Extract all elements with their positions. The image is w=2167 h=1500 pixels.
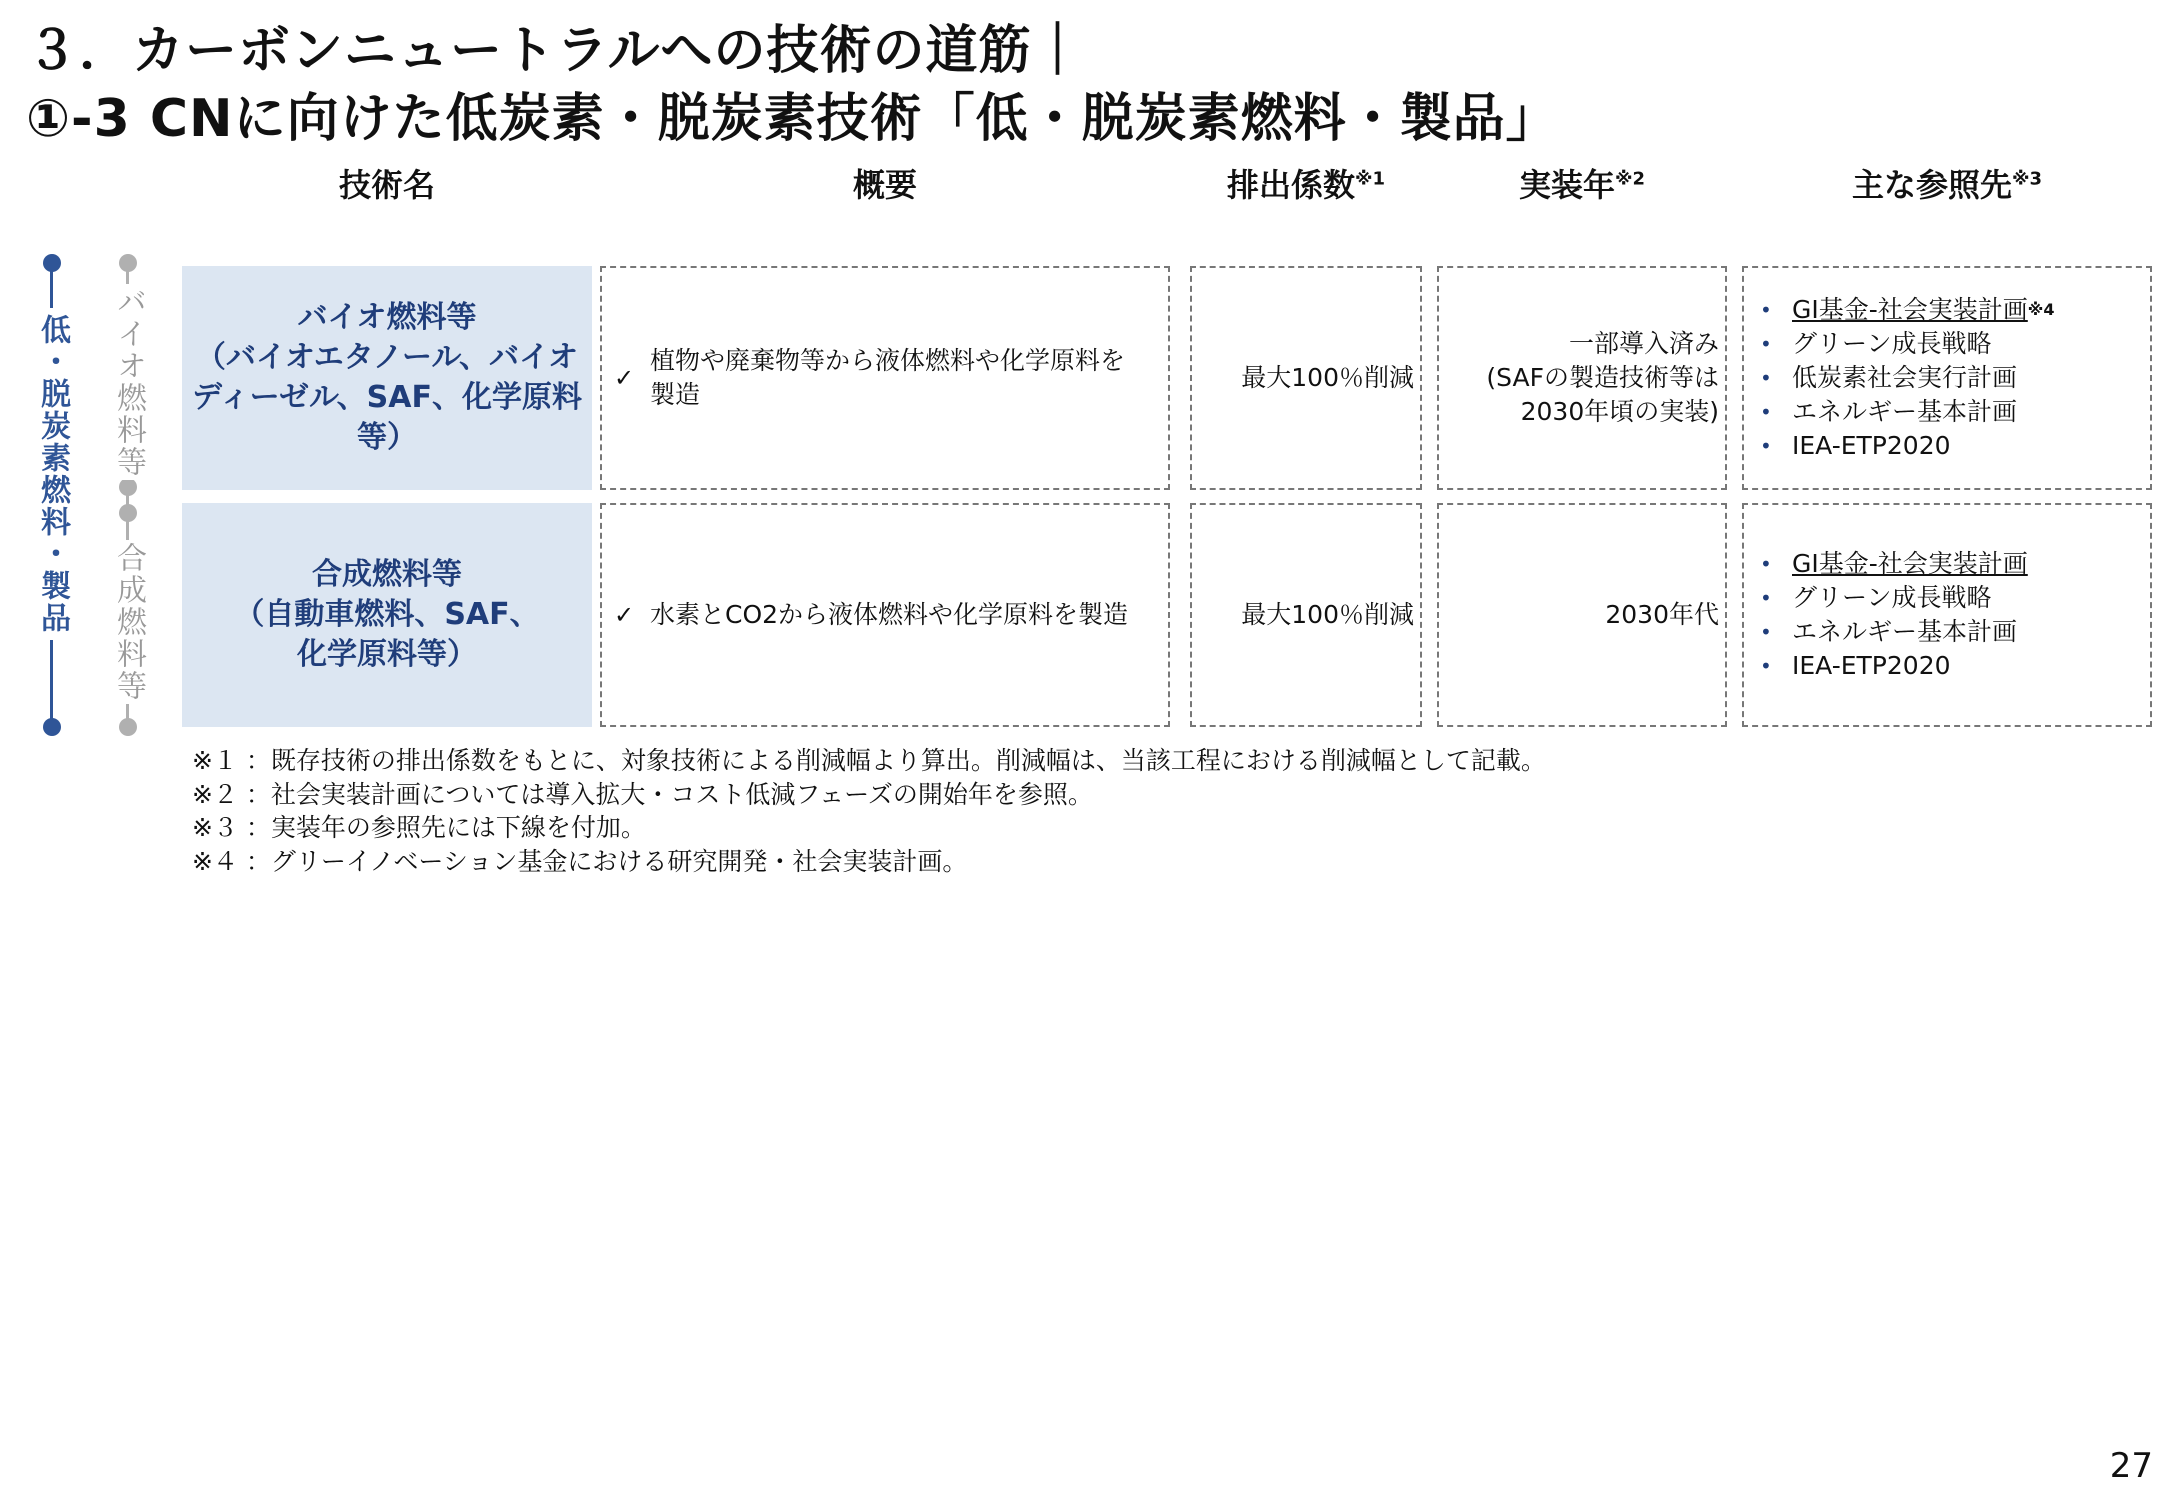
- check-icon: ✓: [614, 364, 635, 392]
- reference-item: • グリーン成長戦略: [1752, 327, 2150, 361]
- row2-summary: ✓ 水素とCO2から液体燃料や化学原料を製造: [600, 503, 1170, 727]
- bullet-icon: •: [1760, 620, 1772, 644]
- bullet-icon: •: [1760, 366, 1772, 390]
- footnote: ※１ ：既存技術の排出係数をもとに、対象技術による削減幅より算出。削減幅は、当該工程における削減幅として記載。: [192, 746, 1546, 775]
- bullet-icon: •: [1760, 400, 1772, 424]
- reference-item: • エネルギー基本計画: [1752, 615, 2150, 649]
- sub-rail-dot-4: [119, 718, 137, 736]
- bullet-icon: •: [1760, 332, 1772, 356]
- row1-summary: ✓ 植物や廃棄物等から液体燃料や化学原料を 製造: [600, 266, 1170, 490]
- row2-references: [1742, 503, 2152, 727]
- sub-rail-dot-3: [119, 504, 137, 522]
- reference-item: • 低炭素社会実行計画: [1752, 361, 2150, 395]
- sub-rail-dot-2: [119, 478, 137, 496]
- column-header-year: 実装年$^{※2}$: [1518, 166, 1646, 204]
- refs-footnote-ref: ※3: [2011, 168, 2043, 190]
- sub-category-label-bio: バイオ燃料等: [106, 284, 150, 480]
- footnotes: [192, 744, 1546, 878]
- row1-references: [1742, 266, 2152, 490]
- row1-emission: 最大100％削減: [1190, 266, 1422, 490]
- row2-technology-name: 合成燃料等 （自動車燃料、SAF、 化学原料等）: [182, 503, 592, 727]
- reference-item: • グリーン成長戦略: [1752, 581, 2150, 615]
- column-header-name: 技術名: [338, 166, 435, 204]
- sub-category-label-synthetic: 合成燃料等: [106, 540, 150, 704]
- bullet-icon: •: [1760, 586, 1772, 610]
- page-number: 27: [2109, 1446, 2153, 1486]
- row1-year: 一部導入済み (SAFの製造技術等は 2030年頃の実装): [1437, 266, 1727, 490]
- bullet-icon: •: [1760, 298, 1772, 322]
- rail-bottom-dot: [43, 718, 61, 736]
- emission-footnote-ref: ※1: [1354, 168, 1386, 190]
- reference-item: • IEA-ETP2020: [1752, 649, 2150, 683]
- reference-item: • IEA-ETP2020: [1752, 429, 2150, 463]
- slide-title-line1: ３．カーボンニュートラルへの技術の道筋｜: [26, 21, 1085, 81]
- reference-item: • GI基金-社会実装計画: [1752, 547, 2150, 581]
- year-footnote-ref: ※2: [1614, 168, 1646, 190]
- bullet-icon: •: [1760, 434, 1772, 458]
- row2-emission: 最大100％削減: [1190, 503, 1422, 727]
- reference-item: • GI基金-社会実装計画 ※4: [1752, 293, 2150, 327]
- slide-title-line2: ①-3 CNに向けた低炭素・脱炭素技術「低・脱炭素燃料・製品」: [26, 89, 1559, 149]
- column-header-summary: 概要: [852, 166, 917, 204]
- bullet-icon: •: [1760, 552, 1772, 576]
- footnote: ※３ ：実装年の参照先には下線を付加。: [192, 813, 646, 842]
- footnote: ※２ ：社会実装計画については導入拡大・コスト低減フェーズの開始年を参照。: [192, 779, 1093, 809]
- reference-item: • エネルギー基本計画: [1752, 395, 2150, 429]
- footnote: ※４ ：グリーイノベーション基金における研究開発・社会実装計画。: [192, 846, 968, 876]
- main-category-label: 低・脱炭素燃料・製品: [30, 308, 74, 640]
- row2-year: 2030年代: [1437, 503, 1727, 727]
- column-header-refs: 主な参照先$^{※3}$: [1851, 166, 2043, 204]
- row1-technology-name: バイオ燃料等 （バイオエタノール、バイオ ディーゼル、SAF、化学原料 等）: [182, 266, 592, 490]
- check-icon: ✓: [614, 601, 635, 629]
- column-header-emission: 排出係数$^{※1}$: [1226, 166, 1386, 204]
- bullet-icon: •: [1760, 654, 1772, 678]
